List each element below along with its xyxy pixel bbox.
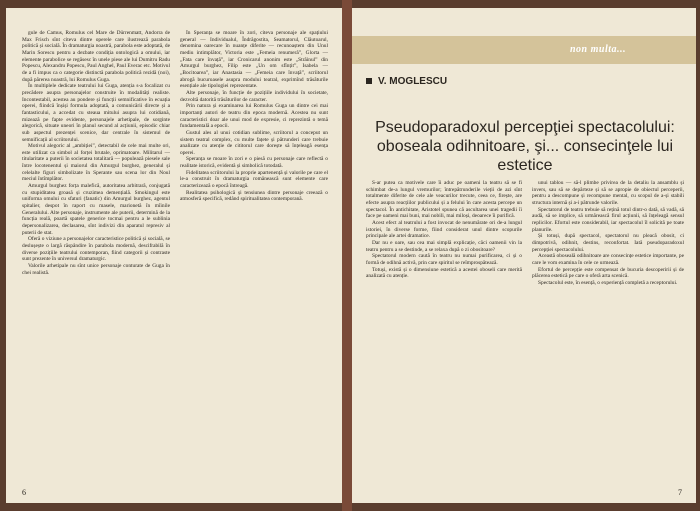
paragraph: Oferă o viziune a personajelor caracteristice politică și socială, se deslușește o largă răspândire în parabola modernă, descifrabilă în diverse pozițiile teatrului contemporan, fiind categorii și contraste sunt prezente în universul dramaturgic. bbox=[22, 236, 170, 263]
paragraph: În Speranța se moare în zori, citeva personaje ale spațiului general — Individualul, Îndrăgostita, Seamatorul, Clăutoarul, denomina oarecare în nuanțe diferite — recunoaștem din Unul mediu intimplător, Victoria este „Femeia renumeră”, Glorta — „Fata care învață”, iar Cronicarul anonim este „Străinul” din Amurgul burghez, Filip este „Un om sfînțit”, Isabela — „Bocitoarea”, iar Anastasia — „Femeia care învață”, scriitorul abrogă bucuroasele asupra modului teatral, exprimînd trăsăturile esențiale ale tipologiei reprezentate. bbox=[180, 30, 328, 90]
paragraph: Fidelitatea scriitorului la proprie apartenență și valorile pe care el le-a construit în dramaturgia românească sunt elemente care caracterizează o epocă întreagă. bbox=[180, 169, 328, 190]
paragraph: În multiplele dedicate teatrului lui Guga, atenția s-a focalizat cu precădere asupra personajelor construite în modalități realiste. Incontestabil, acestea au pondere și funcții semnificative în ecuația operei, fiindcă înșiși formula adoptată, a comunicării directe și a fantasticului, a accedat cu steaua mitului asupra lui cotidiană, mizează pe fapte evidente, personajele arhetipale, de sorginte alegorică, situate uneori în planul secund al acțiunii, episodic chiar sub aspectul prezenței scenice, dar centrale în sistemul de semnificații al scriitorului. bbox=[22, 83, 170, 143]
left-page-column-2 bbox=[180, 30, 328, 470]
header-band bbox=[352, 36, 696, 64]
paragraph: gule de Camus, Romulus cel Mare de Dürrenmatt, Andorra de Max Frisch sînt citeva dintre operele care ilustrează parabola politică și socială. În dramaturgia noastră, parabola este adoptată, de Marin Sorescu pentru a dezbate condiția ontologică a omului, iar elemente parabolice se regăsesc în unele piese ale lui Dumitru Radu Popescu, Alexandru Popescu, Paul Anghel, Paul Everac etc. Motivul de a fi impus ca o categorie distinctă parabola politică rezidă (noi), după părerea noastră, lui Romulus Guga. bbox=[22, 30, 170, 83]
paragraph: Și totuși, după spectacol, spectatorul nu pleacă obosit, ci dimpotrivă, odihnit, destins, reconfortat. Iată pseudoparadoxul percepției spectacolului. bbox=[532, 233, 684, 253]
paragraph: Amurgul burghez forța malefică, autoritatea arbitrară, conjugată cu stupiditatea groasă și cruzimea demențială. Smokingul este uniforma omului cu sfaturi (fanatic) din Amurgul burghez, agentul spitalier, despot în raport cu masele, marionetă în mîinile Generalului. Alte personaje, instrumente ale puterii, determină de la funcția reală, poartă spatele generice tocmai pentru a le sublinia depersonalizarea, declasarea, sînt indivizi din aparatul represiv al puterii de stat. bbox=[22, 183, 170, 236]
paragraph: Gustul ales al unui cotidian sublime, scriitorul a conceput un sistem teatral complex, cu multe fațete și pătrunderi care trebuie analizate cu atenție de cititorul care dorește să înțeleagă esența operei. bbox=[180, 129, 328, 156]
paragraph: Speranța se moare în zori e o piesă cu personaje care reflectă o realitate istorică, evidentă și simbolică totodată. bbox=[180, 156, 328, 170]
paragraph: Efortul de percepție este compensat de bucuria descoperirii și de plăcerea estetică pe care o oferă arta scenică. bbox=[532, 266, 684, 280]
book-gutter bbox=[342, 0, 352, 511]
page-number: 6 bbox=[22, 488, 26, 497]
paragraph: Spectatorul de teatru trebuie să rețină totul dintr-o dată, să vadă, să audă, să se implice, să urmărească firul acțiunii, să înțeleagă sensul replicilor. Efortul este considerabil, iar spectacolul îl solicită pe toate planurile. bbox=[532, 206, 684, 233]
paragraph: Această oboseală odihnitoare are consecințe estetice importante, pe care le vom examina în cele ce urmează. bbox=[532, 253, 684, 266]
right-page-column-2 bbox=[532, 180, 684, 480]
paragraph: unui tablou — să-l plimbe privirea de la detaliu la ansamblu și invers, sau să se depărteze și să se apropie de obiectul perceperii, pentru a descompune și recompune mental, cu scopul de a-și stabili structura internă și a-i pătrunde valorile. bbox=[532, 180, 684, 206]
paragraph: Spectatorul modern caută în teatru nu numai purificarea, ci și o formă de odihnă activă, prin care spiritul se reîmprospătează. bbox=[366, 253, 522, 266]
bullet-square-icon bbox=[366, 78, 372, 84]
paragraph: S-ar putea ca motivele care îi aduc pe oameni la teatru să se fi schimbat de-a lungul vremurilor; întrepătrunderile vieții de azi sînt totalmente diferite de cele ale veacurilor trecute, ceea ce, firește, are efecte asupra reacțiilor publicului și a felului în care acesta percepe un spectacol. În antichitate, Aristotel spunea că ascultarea unei tragedii îi face pe oameni mai buni, mai nobili, mai miloși, deoarece îi purifică. bbox=[366, 180, 522, 220]
paragraph: Valorile arhetipale nu sînt unice personaje conturate de Guga în chei realistă. bbox=[22, 262, 170, 276]
right-page-column-1 bbox=[366, 180, 522, 480]
paragraph: Acest efect al teatrului a fost invocat de nenumărate ori de-a lungul istoriei, în diverse forme, fiind considerat unul dintre scopurile principale ale artei dramatice. bbox=[366, 219, 522, 240]
paragraph: Prin natura și examinarea lui Romulus Guga un dintre cei mai importanți autori de teatru din epoca modernă. Acestea nu sunt caracteristici doar ale unui mod de expresie, ci reprezintă o temă fundamentală a epocii. bbox=[180, 103, 328, 130]
paragraph: Totuși, există și o dimensiune estetică a acestei oboseli care merită analizată cu atenție. bbox=[366, 266, 522, 280]
left-page-column-1 bbox=[22, 30, 170, 470]
left-page bbox=[6, 8, 342, 503]
author-byline bbox=[366, 76, 447, 87]
paragraph: Dar nu e oare, sau cea mai simplă explicație, căci oamenii vin la teatru pentru a se destinde, a se relaxa după o zi obositoare? bbox=[366, 239, 522, 253]
section-header: non multa... bbox=[570, 44, 627, 55]
paragraph: Alte personaje, în funcție de pozițiile individului în societate, dezvoltă datorită trăsăturilor de caracter. bbox=[180, 89, 328, 103]
author-name: V. MOGLESCU bbox=[378, 76, 448, 87]
article-title: Pseudoparadoxul percepţiei spectacolului: oboseala odihnitoare, şi... consecinţele lui estetice bbox=[375, 119, 675, 174]
right-page bbox=[352, 8, 696, 503]
paragraph: Realitatea psihologică și tensiunea dintre personaje creează o atmosferă specifică, redând spiritualitatea contemporană. bbox=[180, 189, 328, 203]
paragraph: Spectacolul este, în esență, o experiență completă a receptorului. bbox=[538, 279, 678, 286]
page-number: 7 bbox=[678, 488, 682, 497]
paragraph: Motivul alegoric al „ambiției”, detectabil de cele mai multe ori, este utilizat ca simbol al forței brutale, oprimatoare. Militarul — titularitate a puterii în societatea totalitară — populează piesele sale între locotenentul și maiorul din Amurgul burghez, generalul și celelalte figuri simbolizate în Sperante sau scena lor din Noul meciul întîmplător. bbox=[22, 143, 170, 183]
